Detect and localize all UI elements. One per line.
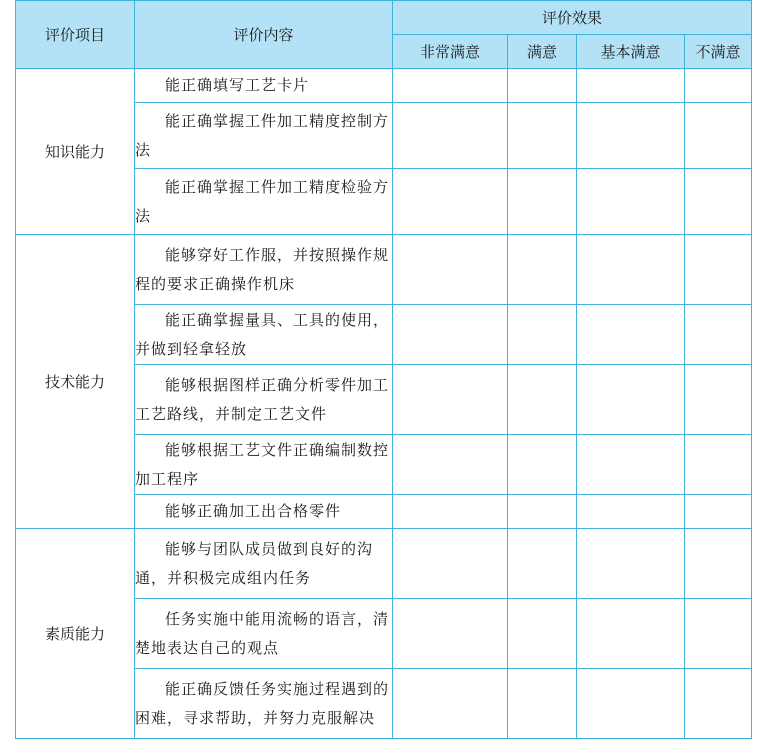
rating-cell[interactable] <box>508 529 577 599</box>
rating-cell[interactable] <box>393 365 508 435</box>
rating-cell[interactable] <box>508 669 577 739</box>
criterion-cell: 能够与团队成员做到良好的沟通，并积极完成组内任务 <box>135 529 393 599</box>
rating-cell[interactable] <box>508 235 577 305</box>
rating-cell[interactable] <box>393 69 508 103</box>
criterion-cell: 能正确反馈任务实施过程遇到的困难，寻求帮助，并努力克服解决 <box>135 669 393 739</box>
evaluation-table-container <box>15 0 752 739</box>
header-item: 评价项目 <box>16 1 135 69</box>
rating-cell[interactable] <box>508 365 577 435</box>
rating-cell[interactable] <box>393 169 508 235</box>
criterion-cell: 能够根据图样正确分析零件加工工艺路线，并制定工艺文件 <box>135 365 393 435</box>
rating-cell[interactable] <box>685 365 752 435</box>
rating-cell[interactable] <box>577 69 685 103</box>
rating-cell[interactable] <box>685 235 752 305</box>
rating-cell[interactable] <box>685 495 752 529</box>
rating-cell[interactable] <box>685 169 752 235</box>
rating-cell[interactable] <box>508 435 577 495</box>
rating-cell[interactable] <box>577 435 685 495</box>
rating-cell[interactable] <box>685 599 752 669</box>
table-row <box>16 235 752 305</box>
header-rating-unsatisfied: 不满意 <box>685 35 752 69</box>
criterion-cell: 任务实施中能用流畅的语言，清楚地表达自己的观点 <box>135 599 393 669</box>
rating-cell[interactable] <box>577 305 685 365</box>
rating-cell[interactable] <box>393 435 508 495</box>
rating-cell[interactable] <box>393 495 508 529</box>
rating-cell[interactable] <box>685 529 752 599</box>
rating-cell[interactable] <box>508 69 577 103</box>
rating-cell[interactable] <box>685 103 752 169</box>
rating-cell[interactable] <box>577 169 685 235</box>
table-row <box>16 69 752 103</box>
rating-cell[interactable] <box>393 529 508 599</box>
rating-cell[interactable] <box>393 235 508 305</box>
table-row <box>16 529 752 599</box>
rating-cell[interactable] <box>508 103 577 169</box>
rating-cell[interactable] <box>685 435 752 495</box>
rating-cell[interactable] <box>577 103 685 169</box>
rating-cell[interactable] <box>577 599 685 669</box>
category-knowledge: 知识能力 <box>16 69 135 235</box>
rating-cell[interactable] <box>393 305 508 365</box>
criterion-cell: 能正确掌握工件加工精度控制方法 <box>135 103 393 169</box>
rating-cell[interactable] <box>685 305 752 365</box>
header-content: 评价内容 <box>135 1 393 69</box>
rating-cell[interactable] <box>577 235 685 305</box>
rating-cell[interactable] <box>577 495 685 529</box>
criterion-cell: 能够根据工艺文件正确编制数控加工程序 <box>135 435 393 495</box>
header-row-top <box>16 1 752 35</box>
category-technical: 技术能力 <box>16 235 135 529</box>
header-rating-satisfied: 满意 <box>508 35 577 69</box>
rating-cell[interactable] <box>577 529 685 599</box>
criterion-cell: 能正确掌握量具、工具的使用，并做到轻拿轻放 <box>135 305 393 365</box>
evaluation-table <box>15 0 752 739</box>
rating-cell[interactable] <box>393 669 508 739</box>
rating-cell[interactable] <box>685 669 752 739</box>
rating-cell[interactable] <box>393 103 508 169</box>
header-effect: 评价效果 <box>393 1 752 35</box>
rating-cell[interactable] <box>508 599 577 669</box>
criterion-cell: 能正确填写工艺卡片 <box>135 69 393 103</box>
category-quality: 素质能力 <box>16 529 135 739</box>
rating-cell[interactable] <box>577 365 685 435</box>
header-rating-basically-satisfied: 基本满意 <box>577 35 685 69</box>
rating-cell[interactable] <box>393 599 508 669</box>
criterion-cell: 能正确掌握工件加工精度检验方法 <box>135 169 393 235</box>
rating-cell[interactable] <box>508 305 577 365</box>
criterion-cell: 能够正确加工出合格零件 <box>135 495 393 529</box>
header-rating-very-satisfied: 非常满意 <box>393 35 508 69</box>
rating-cell[interactable] <box>685 69 752 103</box>
rating-cell[interactable] <box>508 495 577 529</box>
rating-cell[interactable] <box>577 669 685 739</box>
rating-cell[interactable] <box>508 169 577 235</box>
criterion-cell: 能够穿好工作服，并按照操作规程的要求正确操作机床 <box>135 235 393 305</box>
